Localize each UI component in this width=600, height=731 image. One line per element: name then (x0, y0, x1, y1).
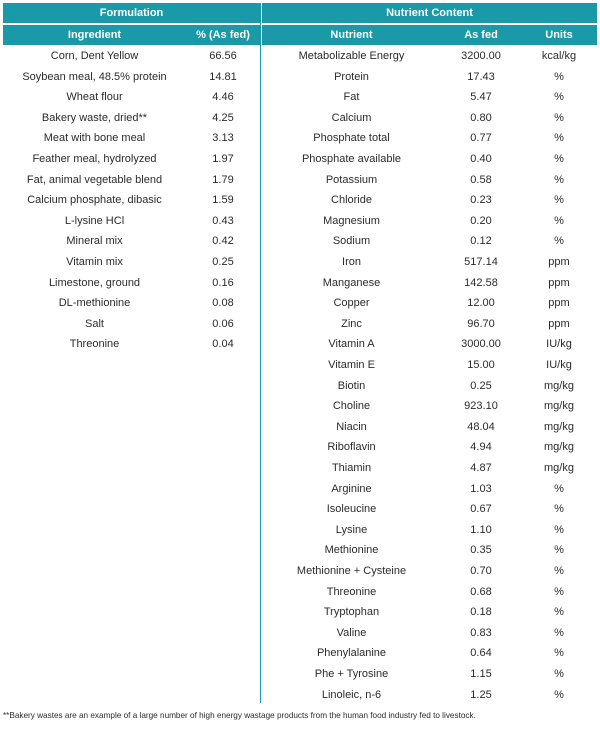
nutrient-cell: Isoleucine (326, 503, 377, 516)
ingredient-percent-cell: 0.08 (212, 297, 234, 310)
table-row (3, 170, 597, 190)
nutrient-value-cell: 0.64 (470, 647, 492, 660)
nutrient-value-cell: 0.77 (470, 132, 492, 145)
table-row (3, 128, 597, 148)
nutrient-unit-cell: % (554, 503, 564, 516)
table-row (3, 458, 597, 478)
ingredient-percent-cell: 4.25 (212, 111, 234, 124)
ingredient-cell: DL-methionine (58, 297, 131, 310)
nutrient-unit-cell: % (554, 565, 564, 577)
nutrient-value-cell: 142.58 (464, 276, 498, 289)
nutrient-unit-cell: ppm (548, 297, 570, 310)
nutrient-unit-cell: % (554, 585, 564, 598)
nutrient-content-header: Nutrient Content (262, 3, 597, 23)
nutrient-cell: Tryptophan (323, 606, 380, 619)
nutrient-value-cell: 15.00 (467, 359, 495, 371)
table-row (3, 582, 597, 602)
nutrient-unit-cell: % (554, 606, 564, 619)
nutrient-value-cell: 4.94 (470, 441, 492, 454)
ingredient-cell: Vitamin mix (66, 256, 123, 268)
nutrient-value-cell: 96.70 (467, 317, 495, 330)
nutrient-unit-cell: ppm (548, 317, 570, 330)
ingredient-percent-cell: 0.04 (212, 338, 234, 351)
ingredient-cell: Threonine (69, 338, 120, 351)
nutrient-cell: Valine (336, 626, 367, 639)
formulation-column-header (3, 25, 260, 45)
nutrient-value-cell: 0.23 (470, 194, 492, 207)
nutrient-value-cell: 12.00 (467, 297, 495, 310)
nutrient-unit-cell: mg/kg (544, 379, 574, 392)
nutrient-value-cell: 1.25 (470, 688, 492, 701)
nutrient-cell: Phenylalanine (316, 647, 387, 660)
nutrient-cell: Copper (333, 297, 370, 310)
nutrient-unit-cell: % (554, 523, 564, 536)
nutrient-unit-cell: % (554, 194, 564, 207)
table-row (3, 479, 597, 499)
nutrient-cell: Vitamin A (328, 338, 375, 351)
nutrient-value-cell: 1.15 (470, 668, 492, 680)
nutrient-unit-cell: % (554, 688, 564, 701)
nutrient-cell: Linoleic, n-6 (321, 688, 382, 701)
table-row (3, 643, 597, 663)
nutrient-cell: Chloride (331, 194, 372, 207)
nutrient-cell: Sodium (332, 235, 371, 248)
nutrient-value-cell: 0.67 (470, 503, 492, 516)
table-row (3, 87, 597, 107)
footnote: **Bakery wastes are an example of a large number of high energy wastage products from the human food industry fed to livestock. (3, 711, 476, 720)
nutrient-unit-cell: ppm (548, 276, 570, 289)
ingredient-cell: Calcium phosphate, dibasic (27, 194, 162, 207)
nutrient-unit-cell: IU/kg (546, 359, 572, 371)
nutrient-value-cell: 5.47 (470, 91, 492, 104)
nutrient-cell: Manganese (322, 276, 381, 289)
table-row (3, 602, 597, 622)
nutrient-value-cell: 0.70 (470, 565, 492, 577)
nutrient-cell: Iron (342, 256, 361, 268)
table-row (3, 231, 597, 251)
units-column-label: Units (545, 29, 573, 41)
nutrient-cell: Magnesium (323, 214, 380, 227)
nutrient-unit-cell: mg/kg (544, 462, 574, 474)
ingredient-column-label: Ingredient (67, 29, 122, 41)
ingredient-cell: Mineral mix (66, 235, 123, 248)
nutrient-unit-cell: kcal/kg (541, 50, 577, 62)
nutrient-cell: Thiamin (331, 462, 372, 474)
ingredient-cell: L-lysine HCl (64, 214, 125, 227)
table-row (3, 211, 597, 231)
nutrient-unit-cell: IU/kg (546, 338, 572, 351)
nutrient-value-cell: 48.04 (467, 420, 495, 433)
ingredient-cell: Salt (85, 317, 104, 330)
table-row (3, 499, 597, 519)
nutrient-cell: Calcium (331, 111, 372, 124)
nutrient-cell: Niacin (336, 420, 367, 433)
table-row (3, 540, 597, 560)
nutrient-value-cell: 1.03 (470, 482, 492, 495)
nutrient-unit-cell: % (554, 647, 564, 660)
nutrient-value-cell: 0.83 (470, 626, 492, 639)
formulation-header: Formulation (3, 3, 260, 23)
table-row (3, 561, 597, 581)
as-fed-column-label: As fed (464, 29, 498, 41)
table-row (3, 67, 597, 87)
ingredient-cell: Wheat flour (66, 91, 123, 104)
table-row (3, 190, 597, 210)
ingredient-percent-cell: 1.59 (212, 194, 234, 207)
nutrient-column-header (262, 25, 597, 45)
nutrient-cell: Choline (332, 400, 371, 413)
nutrient-value-cell: 0.20 (470, 214, 492, 227)
table-row (3, 685, 597, 705)
nutrient-cell: Phosphate available (301, 153, 402, 165)
table-row (3, 623, 597, 643)
ingredient-cell: Corn, Dent Yellow (50, 50, 139, 62)
nutrient-unit-cell: % (554, 111, 564, 124)
table-row (3, 355, 597, 375)
nutrient-cell: Methionine + Cysteine (296, 565, 407, 577)
nutrient-unit-cell: % (554, 235, 564, 248)
nutrient-value-cell: 0.40 (470, 153, 492, 165)
nutrient-value-cell: 3200.00 (461, 50, 501, 62)
nutrient-unit-cell: % (554, 70, 564, 83)
nutrient-unit-cell: % (554, 482, 564, 495)
ingredient-percent-cell: 3.13 (212, 132, 234, 145)
nutrient-unit-cell: % (554, 544, 564, 557)
table-row (3, 108, 597, 128)
nutrient-cell: Potassium (325, 173, 378, 186)
table-row (3, 376, 597, 396)
nutrient-cell: Vitamin E (328, 359, 375, 371)
nutrient-cell: Lysine (335, 523, 368, 536)
table-row (3, 520, 597, 540)
nutrient-value-cell: 3000.00 (461, 338, 501, 351)
ingredient-cell: Feather meal, hydrolyzed (32, 153, 157, 165)
nutrient-unit-cell: % (554, 153, 564, 165)
nutrient-value-cell: 1.10 (470, 523, 492, 536)
nutrient-cell: Fat (343, 91, 360, 104)
table-row (3, 293, 597, 313)
as-fed-percent-column-label: % (As fed) (196, 29, 250, 41)
nutrient-value-cell: 0.68 (470, 585, 492, 598)
nutrient-value-cell: 0.12 (470, 235, 492, 248)
ingredient-percent-cell: 4.46 (212, 91, 234, 104)
nutrient-unit-cell: ppm (548, 256, 570, 268)
nutrient-cell: Arginine (331, 482, 372, 495)
ingredient-cell: Meat with bone meal (43, 132, 146, 145)
table-row (3, 46, 597, 66)
nutrient-cell: Phosphate total (313, 132, 390, 145)
nutrient-unit-cell: % (554, 668, 564, 680)
table-row (3, 334, 597, 354)
ingredient-cell: Bakery waste, dried** (41, 111, 148, 124)
ingredient-percent-cell: 0.16 (212, 276, 234, 289)
nutrient-value-cell: 0.25 (470, 379, 492, 392)
nutrient-unit-cell: mg/kg (544, 420, 574, 433)
nutrient-value-cell: 0.58 (470, 173, 492, 186)
nutrient-value-cell: 517.14 (464, 256, 498, 268)
nutrient-value-cell: 0.18 (470, 606, 492, 619)
table-row (3, 437, 597, 457)
nutrient-cell: Zinc (341, 317, 362, 330)
nutrient-cell: Metabolizable Energy (298, 50, 405, 62)
nutrient-cell: Riboflavin (327, 441, 376, 454)
nutrient-value-cell: 0.35 (470, 544, 492, 557)
ingredient-percent-cell: 0.43 (212, 214, 234, 227)
table-row (3, 149, 597, 169)
ingredient-percent-cell: 0.25 (212, 256, 234, 268)
nutrient-cell: Biotin (337, 379, 366, 392)
nutrient-cell: Threonine (326, 585, 377, 598)
ingredient-percent-cell: 0.42 (212, 235, 234, 248)
table-row (3, 417, 597, 437)
nutrient-unit-cell: % (554, 132, 564, 145)
ingredient-percent-cell: 1.79 (212, 173, 234, 186)
nutrient-unit-cell: % (554, 214, 564, 227)
nutrient-cell: Methionine (324, 544, 379, 557)
table-row (3, 664, 597, 684)
nutrient-value-cell: 4.87 (470, 462, 492, 474)
ingredient-cell: Fat, animal vegetable blend (26, 173, 163, 186)
table-row (3, 396, 597, 416)
ingredient-percent-cell: 14.81 (209, 70, 237, 83)
ingredient-cell: Soybean meal, 48.5% protein (22, 70, 167, 83)
nutrient-value-cell: 0.80 (470, 111, 492, 124)
nutrient-unit-cell: % (554, 626, 564, 639)
table-row (3, 273, 597, 293)
nutrient-cell: Protein (334, 70, 369, 83)
nutrient-unit-cell: mg/kg (544, 441, 574, 454)
table-row (3, 252, 597, 272)
nutrient-unit-cell: mg/kg (544, 400, 574, 413)
ingredient-cell: Limestone, ground (48, 276, 141, 289)
nutrient-value-cell: 17.43 (467, 70, 495, 83)
table-row (3, 314, 597, 334)
nutrient-value-cell: 923.10 (464, 400, 498, 413)
nutrient-unit-cell: % (554, 91, 564, 104)
ingredient-percent-cell: 1.97 (212, 153, 234, 165)
ingredient-percent-cell: 0.06 (212, 317, 234, 330)
nutrient-cell: Phe + Tyrosine (314, 668, 389, 680)
ingredient-percent-cell: 66.56 (209, 50, 237, 62)
nutrient-unit-cell: % (554, 173, 564, 186)
nutrient-column-label: Nutrient (330, 29, 373, 41)
